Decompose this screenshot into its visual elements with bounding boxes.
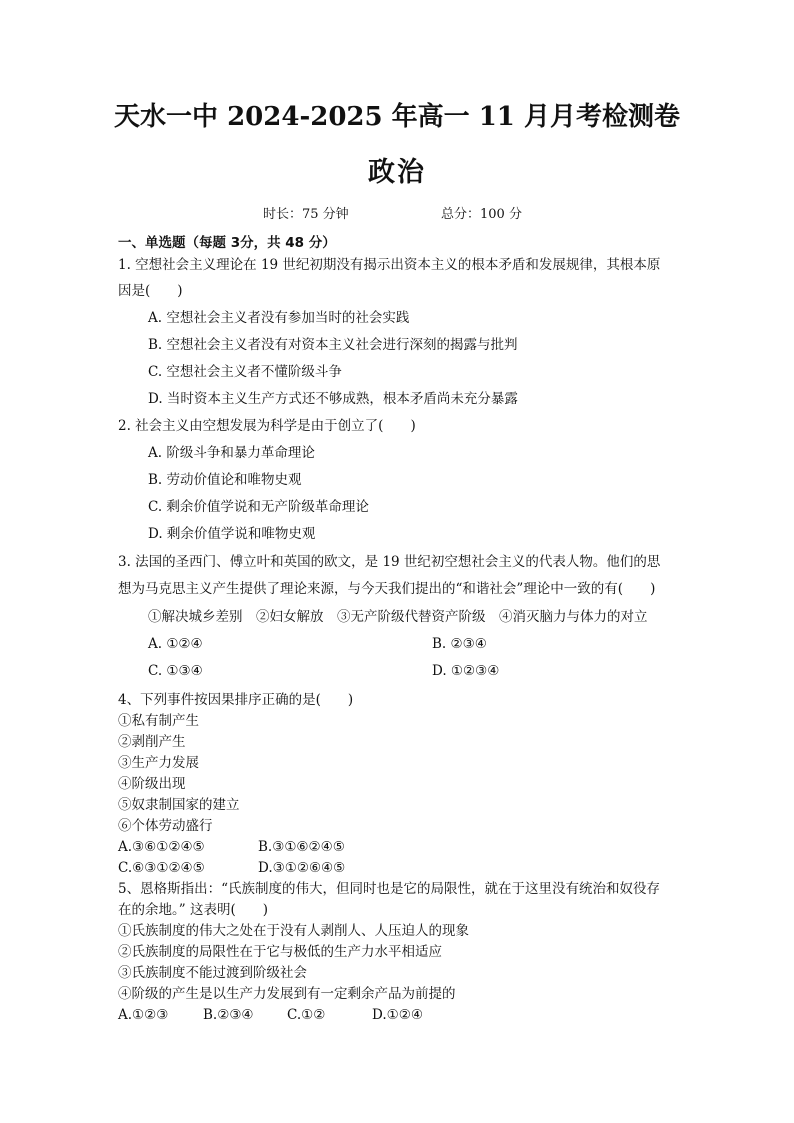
section-heading: 一、单选题（每题 3分，共 48 分） — [118, 235, 336, 251]
q5-option-c: C.①② — [287, 1007, 326, 1023]
q4-item: ⑥个体劳动盛行 — [118, 818, 213, 834]
q3-option-a: A. ①②④ — [148, 636, 203, 652]
exam-duration: 时长：75 分钟 — [263, 207, 349, 222]
subject-title: 政治 — [368, 157, 426, 188]
q1-stem-line2: 因是( ) — [118, 283, 183, 299]
q3-items: ①解决城乡差别 ②妇女解放 ③无产阶级代替资产阶级 ④消灭脑力与体力的对立 — [148, 609, 648, 625]
q4-item: ④阶级出现 — [118, 776, 186, 792]
q4-option-c: C.⑥③①②④⑤ — [118, 860, 205, 876]
q5-option-d: D.①②④ — [372, 1007, 423, 1023]
q1-option-b: B. 空想社会主义者没有对资本主义社会进行深刻的揭露与批判 — [148, 337, 518, 353]
q1-option-a: A. 空想社会主义者没有参加当时的社会实践 — [148, 310, 410, 326]
q4-option-a: A.③⑥①②④⑤ — [118, 839, 205, 855]
q3-stem-line1: 3. 法国的圣西门、傅立叶和英国的欧文，是 19 世纪初空想社会主义的代表人物。他们的思 — [118, 554, 661, 570]
q2-option-b: B. 劳动价值论和唯物史观 — [148, 472, 302, 488]
exam-title: 天水一中 2024-2025 年高一 11 月月考检测卷 — [114, 102, 680, 132]
q1-option-c: C. 空想社会主义者不懂阶级斗争 — [148, 364, 342, 380]
q1-option-d: D. 当时资本主义生产方式还不够成熟，根本矛盾尚未充分暴露 — [148, 391, 518, 407]
q3-option-d: D. ①②③④ — [432, 663, 500, 679]
q2-option-a: A. 阶级斗争和暴力革命理论 — [148, 445, 315, 461]
q5-item: ①氏族制度的伟大之处在于没有人剥削人、人压迫人的现象 — [118, 923, 469, 939]
q5-item: ③氏族制度不能过渡到阶级社会 — [118, 965, 307, 981]
q4-stem: 4、下列事件按因果排序正确的是( ) — [118, 692, 354, 708]
q4-option-d: D.③①②⑥④⑤ — [258, 860, 346, 876]
q2-option-d: D. 剩余价值学说和唯物史观 — [148, 526, 316, 542]
q4-item: ③生产力发展 — [118, 755, 199, 771]
q2-option-c: C. 剩余价值学说和无产阶级革命理论 — [148, 499, 369, 515]
q4-item: ①私有制产生 — [118, 713, 199, 729]
q5-stem-line2: 在的余地。” 这表明( ) — [118, 902, 268, 918]
q2-stem: 2. 社会主义由空想发展为科学是由于创立了( ) — [118, 418, 416, 434]
q5-option-a: A.①②③ — [118, 1007, 169, 1023]
q3-stem-line2: 想为马克思主义产生提供了理论来源，与今天我们提出的“和谐社会”理论中一致的有( ) — [118, 581, 656, 597]
q3-option-b: B. ②③④ — [432, 636, 487, 652]
q5-stem-line1: 5、恩格斯指出：“氏族制度的伟大，但同时也是它的局限性，就在于这里没有统治和奴役存 — [118, 881, 660, 897]
q5-item: ④阶级的产生是以生产力发展到有一定剩余产品为前提的 — [118, 986, 456, 1002]
q4-item: ②剥削产生 — [118, 734, 186, 750]
q3-option-c: C. ①③④ — [148, 663, 203, 679]
q1-stem-line1: 1. 空想社会主义理论在 19 世纪初期没有揭示出资本主义的根本矛盾和发展规律，其根本原 — [118, 257, 661, 273]
q5-item: ②氏族制度的局限性在于它与极低的生产力水平相适应 — [118, 944, 442, 960]
q4-item: ⑤奴隶制国家的建立 — [118, 797, 240, 813]
q4-option-b: B.③①⑥②④⑤ — [258, 839, 345, 855]
q5-option-b: B.②③④ — [203, 1007, 254, 1023]
exam-total-score: 总分：100 分 — [441, 207, 522, 222]
